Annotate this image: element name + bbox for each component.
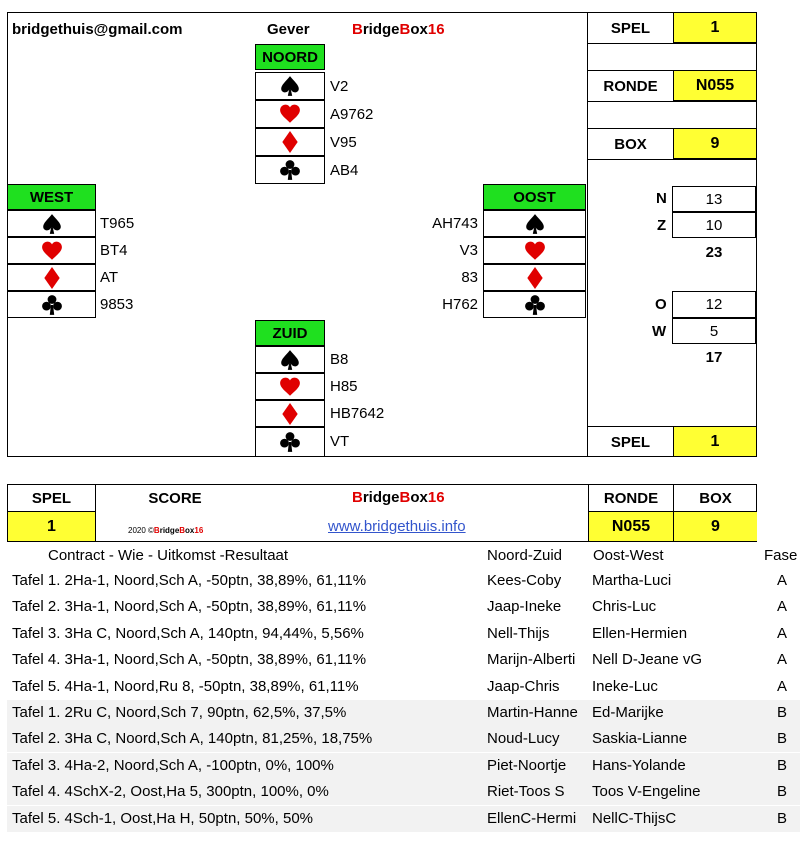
table-row xyxy=(7,779,800,805)
west-diamond-icon xyxy=(7,264,96,291)
south-label: ZUID xyxy=(255,320,325,346)
score-spel-label: SPEL xyxy=(31,489,72,507)
row-noord-zuid: Nell-Thijs xyxy=(487,624,550,642)
row-contract: Tafel 1. 2Ha-1, Noord,Sch A, -50ptn, 38,89%, 61,11% xyxy=(12,572,367,589)
spel-bottom-label: SPEL xyxy=(610,433,651,451)
row-noord-zuid: Jaap-Ineke xyxy=(487,598,562,616)
south-clubs: VT xyxy=(330,433,350,450)
row-contract: Tafel 4. 4SchX-2, Oost,Ha 5, 300ptn, 100%, 0% xyxy=(12,783,329,801)
table-row xyxy=(7,753,800,779)
side-line-3 xyxy=(587,101,757,102)
score-header-vline-1 xyxy=(95,484,96,542)
row-fase: B xyxy=(777,783,788,801)
row-noord-zuid: Piet-Noortje xyxy=(487,756,567,774)
row-oost-west: Ed-Marijke xyxy=(592,704,664,721)
score-box-value: 9 xyxy=(674,512,757,541)
row-noord-zuid: Martin-Hanne xyxy=(487,704,578,721)
row-contract: Tafel 5. 4Sch-1, Oost,Ha H, 50ptn, 50%, 50% xyxy=(12,809,313,827)
north-spade-icon xyxy=(255,72,325,100)
south-diamond-icon xyxy=(255,400,325,427)
row-oost-west: Nell D-Jeane vG xyxy=(592,651,703,669)
south-club-icon xyxy=(255,427,325,457)
row-fase: A xyxy=(777,677,788,695)
west-clubs: 9853 xyxy=(100,296,134,313)
east-diamond-icon xyxy=(483,264,586,291)
north-hearts: A9762 xyxy=(330,106,374,123)
east-hearts: V3 xyxy=(459,242,478,259)
east-clubs: H762 xyxy=(442,296,478,313)
row-contract: Tafel 1. 2Ru C, Noord,Sch 7, 90ptn, 62,5%, 37,5% xyxy=(12,704,347,721)
row-oost-west: Ellen-Hermien xyxy=(592,624,688,642)
north-label: NOORD xyxy=(255,44,325,70)
score-spel-value: 1 xyxy=(8,512,95,541)
row-oost-west: Ineke-Luc xyxy=(592,677,658,695)
row-fase: B xyxy=(777,809,788,827)
east-club-icon xyxy=(483,291,586,318)
row-fase: A xyxy=(777,651,788,669)
north-heart-icon xyxy=(255,100,325,128)
table-row xyxy=(7,647,800,673)
box-label: BOX xyxy=(614,135,647,153)
score-box-label: BOX xyxy=(699,489,732,507)
row-oost-west: Hans-Yolande xyxy=(592,756,686,774)
col-fase-header: Fase xyxy=(764,547,798,564)
nz-total: 23 xyxy=(705,243,723,261)
side-line-1 xyxy=(587,43,757,44)
o-points: 12 xyxy=(672,291,756,318)
table-row xyxy=(7,674,800,700)
side-line-5 xyxy=(587,159,757,160)
row-noord-zuid: Jaap-Chris xyxy=(487,677,560,695)
score-brand-logo: BridgeBox16 xyxy=(352,489,445,506)
west-spade-icon xyxy=(7,210,96,237)
east-spades: AH743 xyxy=(432,215,478,232)
w-label: W xyxy=(652,323,667,340)
row-fase: A xyxy=(777,624,788,642)
col-contract-header: Contract - Wie - Uitkomst -Resultaat xyxy=(48,547,289,564)
ow-total: 17 xyxy=(705,348,723,366)
z-points: 10 xyxy=(672,212,756,238)
col-nz-header: Noord-Zuid xyxy=(487,547,563,564)
score-ronde-label: RONDE xyxy=(603,489,659,507)
w-points: 5 xyxy=(672,318,756,344)
row-noord-zuid: Noud-Lucy xyxy=(487,730,560,748)
south-hearts: H85 xyxy=(330,378,358,395)
table-row xyxy=(7,568,800,594)
n-points: 13 xyxy=(672,186,756,212)
row-contract: Tafel 4. 3Ha-1, Noord,Sch A, -50ptn, 38,89%, 61,11% xyxy=(12,651,367,669)
row-oost-west: Chris-Luc xyxy=(592,598,657,616)
row-oost-west: Saskia-Lianne xyxy=(592,730,688,748)
row-oost-west: Martha-Luci xyxy=(592,572,672,589)
score-title: SCORE xyxy=(148,489,202,507)
spel-label: SPEL xyxy=(610,19,651,37)
row-contract: Tafel 3. 4Ha-2, Noord,Sch A, -100ptn, 0%, 100% xyxy=(12,756,334,774)
row-contract: Tafel 5. 4Ha-1, Noord,Ru 8, -50ptn, 38,89%, 61,11% xyxy=(12,677,359,695)
dealer-label: Gever xyxy=(267,21,310,38)
row-contract: Tafel 2. 3Ha C, Noord,Sch A, 140ptn, 81,25%, 18,75% xyxy=(12,730,373,748)
score-ronde-value: N055 xyxy=(589,512,673,541)
o-label: O xyxy=(655,296,667,313)
north-diamonds: V95 xyxy=(330,134,357,151)
row-fase: A xyxy=(777,598,788,616)
west-club-icon xyxy=(7,291,96,318)
west-hearts: BT4 xyxy=(100,242,128,259)
z-label: Z xyxy=(657,217,667,234)
table-row xyxy=(7,700,800,726)
south-heart-icon xyxy=(255,373,325,400)
box-value: 9 xyxy=(673,128,757,159)
row-fase: B xyxy=(777,730,788,748)
row-fase: B xyxy=(777,756,788,774)
row-fase: A xyxy=(777,572,788,589)
west-spades: T965 xyxy=(100,215,135,232)
table-row xyxy=(7,621,800,647)
row-oost-west: NellC-ThijsC xyxy=(592,809,677,827)
north-clubs: AB4 xyxy=(330,162,359,179)
north-diamond-icon xyxy=(255,128,325,156)
website-link[interactable]: www.bridgethuis.info xyxy=(328,518,466,535)
table-row xyxy=(7,726,800,752)
spel-value: 1 xyxy=(673,12,757,43)
east-label: OOST xyxy=(483,184,586,210)
south-spade-icon xyxy=(255,346,325,373)
ronde-label: RONDE xyxy=(603,77,658,95)
col-ow-header: Oost-West xyxy=(593,547,664,564)
table-row xyxy=(7,594,800,620)
south-diamonds: HB7642 xyxy=(330,405,385,422)
north-club-icon xyxy=(255,156,325,184)
row-contract: Tafel 3. 3Ha C, Noord,Sch A, 140ptn, 94,44%, 5,56% xyxy=(12,624,364,642)
spel-bottom-value: 1 xyxy=(673,426,757,457)
row-noord-zuid: Riet-Toos S xyxy=(487,783,565,801)
row-contract: Tafel 2. 3Ha-1, Noord,Sch A, -50ptn, 38,89%, 61,11% xyxy=(12,598,367,616)
west-diamonds: AT xyxy=(100,269,119,286)
north-spades: V2 xyxy=(330,78,349,95)
ronde-value: N055 xyxy=(673,70,757,101)
table-row xyxy=(7,806,800,832)
west-heart-icon xyxy=(7,237,96,264)
row-fase: B xyxy=(777,704,788,721)
n-label: N xyxy=(656,190,667,207)
score-copyright: 2020 ©BridgeBox16 xyxy=(128,526,204,535)
brand-logo: BridgeBox16 xyxy=(352,21,445,38)
east-heart-icon xyxy=(483,237,586,264)
row-oost-west: Toos V-Engeline xyxy=(592,783,701,801)
east-diamonds: 83 xyxy=(461,269,478,286)
south-spades: B8 xyxy=(330,351,349,368)
east-spade-icon xyxy=(483,210,586,237)
row-noord-zuid: Marijn-Alberti xyxy=(487,651,576,669)
row-noord-zuid: EllenC-Hermi xyxy=(487,809,577,827)
row-noord-zuid: Kees-Coby xyxy=(487,572,562,589)
email: bridgethuis@gmail.com xyxy=(12,21,183,38)
west-label: WEST xyxy=(7,184,96,210)
